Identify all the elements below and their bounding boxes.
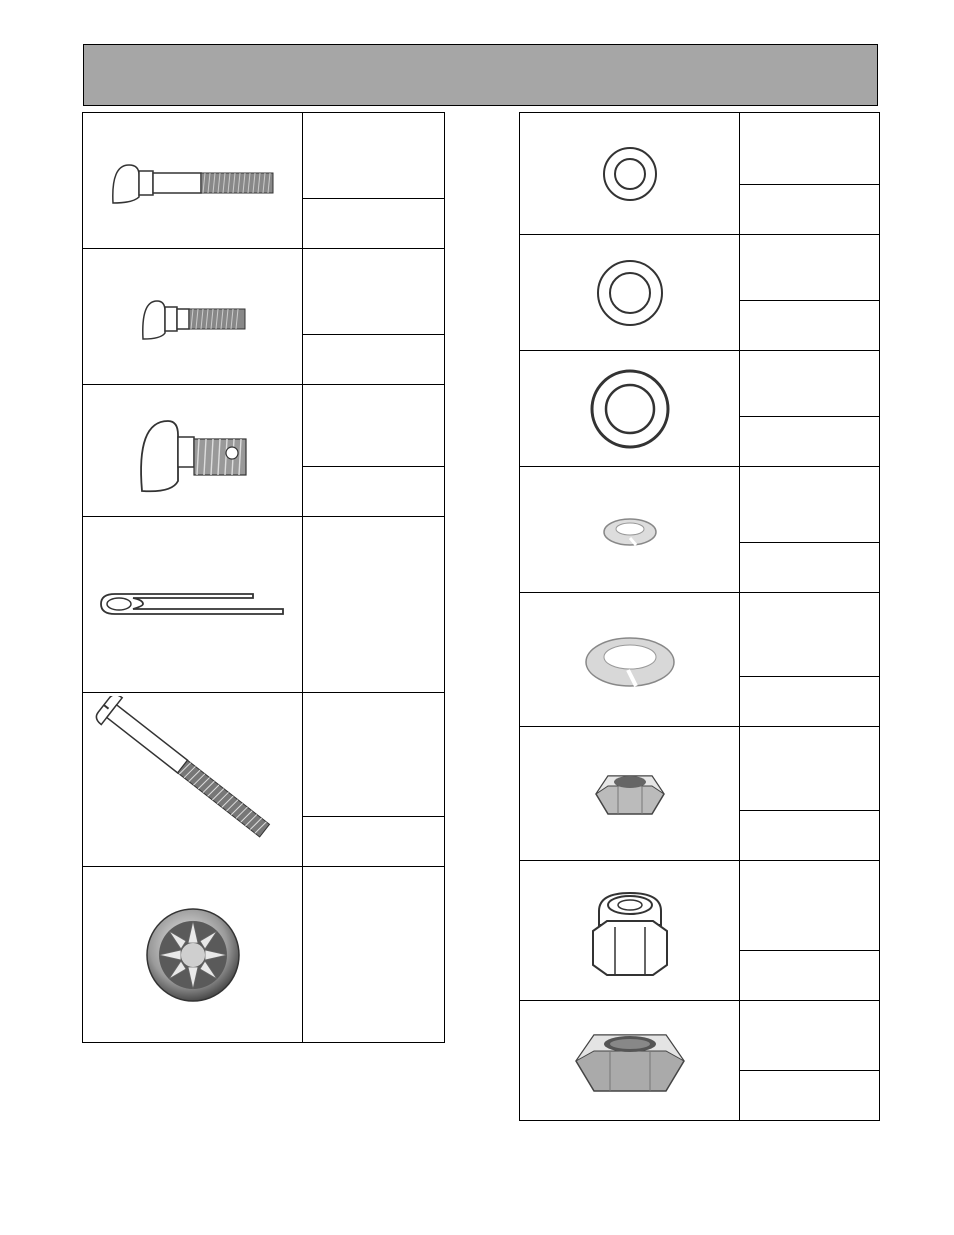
part-image-cell: [520, 235, 740, 351]
part-image-cell: [83, 113, 303, 249]
table-row: [520, 351, 880, 417]
table-row: [83, 867, 445, 1043]
part-description-cell: [303, 867, 445, 1043]
part-description-cell: [303, 249, 445, 335]
part-quantity-cell: [303, 335, 445, 385]
table-row: [83, 693, 445, 817]
table-row: [520, 727, 880, 811]
part-description-cell: [740, 351, 880, 417]
part-description-cell: [740, 1001, 880, 1071]
large-lock-washer-icon: [520, 630, 739, 690]
slotted-machine-screw-icon: [83, 696, 302, 864]
nylon-lock-nut-icon: [520, 881, 739, 981]
push-nut-icon: [83, 905, 302, 1005]
part-image-cell: [520, 861, 740, 1001]
left-parts-table: [82, 112, 445, 1043]
table-row: [520, 861, 880, 951]
hex-nut-small-icon: [520, 764, 739, 824]
table-row: [520, 593, 880, 677]
part-description-cell: [303, 517, 445, 693]
part-quantity-cell: [303, 199, 445, 249]
part-image-cell: [83, 385, 303, 517]
part-quantity-cell: [303, 467, 445, 517]
part-description-cell: [303, 113, 445, 199]
part-image-cell: [83, 517, 303, 693]
part-description-cell: [303, 693, 445, 817]
part-description-cell: [740, 235, 880, 301]
part-image-cell: [83, 867, 303, 1043]
part-quantity-cell: [740, 1071, 880, 1121]
part-quantity-cell: [740, 185, 880, 235]
table-row: [520, 113, 880, 185]
page-header-bar: [83, 44, 878, 106]
table-row: [83, 517, 445, 693]
drilled-carriage-bolt-icon: [83, 401, 302, 501]
part-description-cell: [740, 467, 880, 543]
table-row: [520, 1001, 880, 1071]
part-image-cell: [83, 249, 303, 385]
part-quantity-cell: [740, 301, 880, 351]
large-flat-washer-icon: [520, 368, 739, 450]
part-description-cell: [303, 385, 445, 467]
hex-nut-large-icon: [520, 1021, 739, 1101]
part-quantity-cell: [303, 817, 445, 867]
part-quantity-cell: [740, 417, 880, 467]
part-image-cell: [520, 727, 740, 861]
part-image-cell: [520, 1001, 740, 1121]
part-image-cell: [520, 593, 740, 727]
part-image-cell: [520, 351, 740, 467]
part-description-cell: [740, 861, 880, 951]
part-quantity-cell: [740, 951, 880, 1001]
cotter-pin-icon: [83, 580, 302, 630]
table-row: [520, 235, 880, 301]
table-row: [83, 113, 445, 199]
part-image-cell: [520, 113, 740, 235]
table-row: [83, 249, 445, 335]
part-image-cell: [83, 693, 303, 867]
part-description-cell: [740, 593, 880, 677]
carriage-bolt-long-icon: [83, 151, 302, 211]
part-quantity-cell: [740, 811, 880, 861]
medium-flat-washer-icon: [520, 258, 739, 328]
part-description-cell: [740, 113, 880, 185]
part-quantity-cell: [740, 543, 880, 593]
small-lock-washer-icon: [520, 510, 739, 550]
part-quantity-cell: [740, 677, 880, 727]
table-row: [520, 467, 880, 543]
carriage-bolt-short-icon: [83, 287, 302, 347]
right-parts-table: [519, 112, 880, 1121]
small-flat-washer-icon: [520, 144, 739, 204]
part-description-cell: [740, 727, 880, 811]
part-image-cell: [520, 467, 740, 593]
table-row: [83, 385, 445, 467]
